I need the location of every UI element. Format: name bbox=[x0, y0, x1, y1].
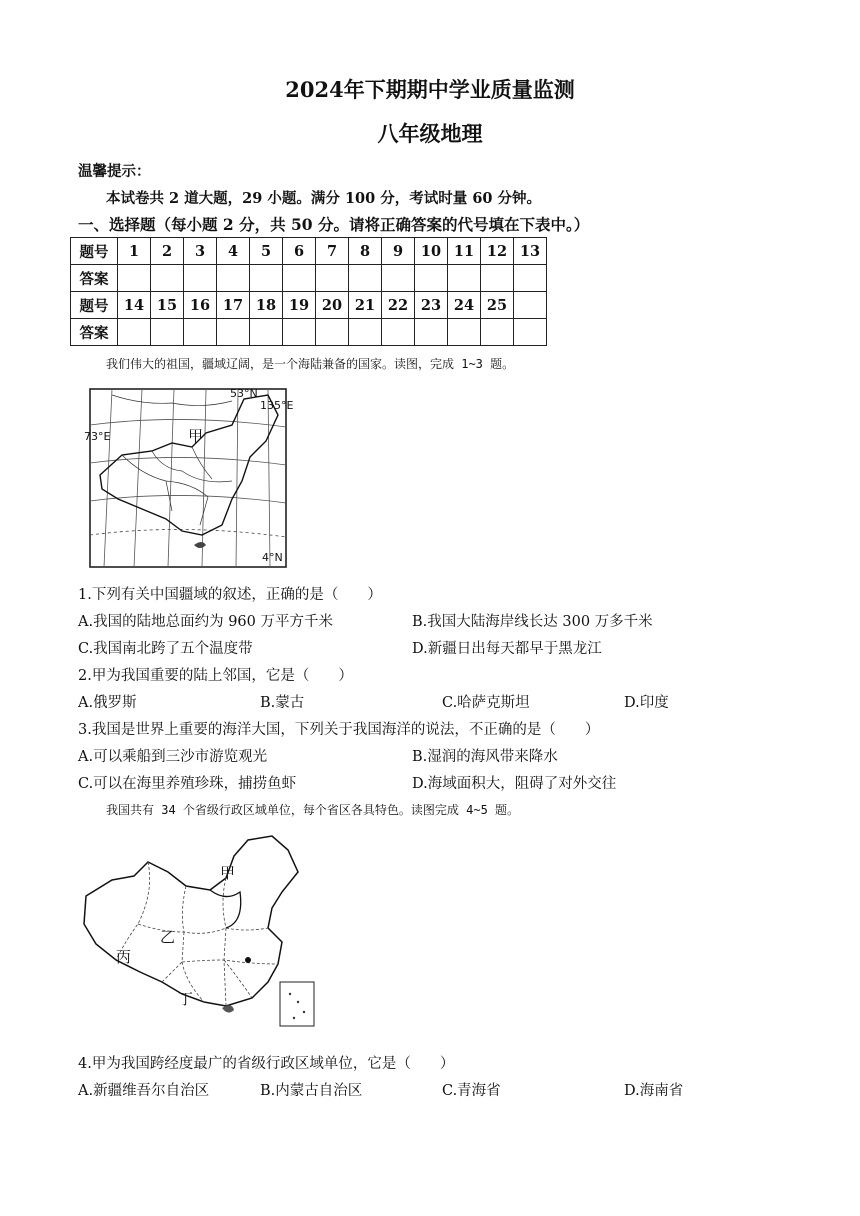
question-3-option-a: A.可以乘船到三沙市游览观光 bbox=[78, 749, 268, 765]
question-number: 24 bbox=[448, 292, 481, 319]
question-number: 21 bbox=[349, 292, 382, 319]
china-map-1 bbox=[82, 385, 294, 570]
question-number: 14 bbox=[118, 292, 151, 319]
answer-cell[interactable] bbox=[283, 319, 316, 346]
answer-cell[interactable] bbox=[151, 265, 184, 292]
passage-1: 我们伟大的祖国，疆域辽阔，是一个海陆兼备的国家。读图，完成 1~3 题。 bbox=[106, 357, 515, 371]
question-number: 12 bbox=[481, 238, 514, 265]
answer-cell[interactable] bbox=[349, 265, 382, 292]
region-label-yi: 乙 bbox=[160, 928, 176, 946]
question-1-option-b: B.我国大陆海岸线长达 300 万多千米 bbox=[412, 614, 653, 630]
question-3-option-d: D.海域面积大，阻碍了对外交往 bbox=[412, 776, 617, 792]
answer-cell[interactable] bbox=[382, 319, 415, 346]
question-number: 13 bbox=[514, 238, 547, 265]
answer-cell[interactable] bbox=[151, 319, 184, 346]
region-label-jia: 甲 bbox=[188, 427, 204, 445]
answer-cell[interactable] bbox=[448, 319, 481, 346]
question-4-option-b: B.内蒙古自治区 bbox=[260, 1083, 363, 1099]
answer-cell[interactable] bbox=[184, 319, 217, 346]
question-number: 18 bbox=[250, 292, 283, 319]
question-number: 3 bbox=[184, 238, 217, 265]
question-number: 22 bbox=[382, 292, 415, 319]
answer-cell[interactable] bbox=[217, 265, 250, 292]
row-label-answer: 答案 bbox=[71, 265, 118, 292]
question-4-option-d: D.海南省 bbox=[624, 1083, 684, 1099]
exam-title: 2024年下期期中学业质量监测 bbox=[285, 77, 575, 102]
answer-cell[interactable] bbox=[382, 265, 415, 292]
answer-cell[interactable] bbox=[316, 319, 349, 346]
answer-cell[interactable] bbox=[415, 319, 448, 346]
question-1-option-c: C.我国南北跨了五个温度带 bbox=[78, 641, 253, 657]
question-2-option-d: D.印度 bbox=[624, 695, 669, 711]
question-number: 6 bbox=[283, 238, 316, 265]
question-number bbox=[514, 292, 547, 319]
question-3-stem: 3.我国是世界上重要的海洋大国，下列关于我国海洋的说法，不正确的是（ ） bbox=[78, 722, 600, 738]
answer-cell[interactable] bbox=[316, 265, 349, 292]
question-1-option-d: D.新疆日出每天都早于黑龙江 bbox=[412, 641, 602, 657]
answer-cell[interactable] bbox=[283, 265, 316, 292]
answer-cell[interactable] bbox=[184, 265, 217, 292]
answer-cell[interactable] bbox=[349, 319, 382, 346]
question-1-option-a: A.我国的陆地总面约为 960 万平方千米 bbox=[78, 614, 333, 630]
question-number: 8 bbox=[349, 238, 382, 265]
latitude-label-53n: 53°N bbox=[230, 387, 258, 400]
question-number: 9 bbox=[382, 238, 415, 265]
exam-subtitle: 八年级地理 bbox=[377, 121, 483, 146]
region-label-jia: 甲 bbox=[220, 864, 236, 882]
answer-cell[interactable] bbox=[217, 319, 250, 346]
question-3-option-b: B.湿润的海风带来降水 bbox=[412, 749, 558, 765]
question-number: 16 bbox=[184, 292, 217, 319]
answer-cell[interactable] bbox=[250, 319, 283, 346]
longitude-label-73e: 73°E bbox=[84, 430, 111, 443]
latitude-label-4n: 4°N bbox=[262, 551, 283, 564]
table-row bbox=[71, 292, 547, 319]
answer-cell[interactable] bbox=[481, 265, 514, 292]
question-2-option-c: C.哈萨克斯坦 bbox=[442, 695, 530, 711]
question-number: 1 bbox=[118, 238, 151, 265]
answer-table bbox=[70, 237, 547, 346]
row-label-question: 题号 bbox=[71, 292, 118, 319]
question-number: 5 bbox=[250, 238, 283, 265]
question-number: 17 bbox=[217, 292, 250, 319]
notice-label: 温馨提示： bbox=[78, 163, 151, 180]
question-2-option-b: B.蒙古 bbox=[260, 695, 305, 711]
question-number: 15 bbox=[151, 292, 184, 319]
notice-text: 本试卷共 2 道大题，29 小题。满分 100 分，考试时量 60 分钟。 bbox=[106, 190, 542, 207]
question-number: 11 bbox=[448, 238, 481, 265]
answer-cell[interactable] bbox=[415, 265, 448, 292]
china-map-2 bbox=[76, 832, 322, 1032]
row-label-question: 题号 bbox=[71, 238, 118, 265]
table-row bbox=[71, 238, 547, 265]
row-label-answer: 答案 bbox=[71, 319, 118, 346]
question-3-option-c: C.可以在海里养殖珍珠，捕捞鱼虾 bbox=[78, 776, 297, 792]
question-2-option-a: A.俄罗斯 bbox=[78, 695, 137, 711]
longitude-label-135e: 135°E bbox=[260, 399, 294, 412]
answer-cell[interactable] bbox=[514, 265, 547, 292]
question-number: 19 bbox=[283, 292, 316, 319]
question-number: 23 bbox=[415, 292, 448, 319]
question-1-stem: 1.下列有关中国疆域的叙述，正确的是（ ） bbox=[78, 587, 382, 603]
passage-2: 我国共有 34 个省级行政区域单位，每个省区各具特色。读图完成 4~5 题。 bbox=[106, 803, 520, 817]
question-number: 4 bbox=[217, 238, 250, 265]
question-4-option-a: A.新疆维吾尔自治区 bbox=[78, 1083, 210, 1099]
section-heading: 一、选择题（每小题 2 分，共 50 分。请将正确答案的代号填在下表中。） bbox=[78, 215, 590, 234]
question-2-stem: 2.甲为我国重要的陆上邻国，它是（ ） bbox=[78, 668, 353, 684]
answer-cell[interactable] bbox=[448, 265, 481, 292]
answer-cell[interactable] bbox=[481, 319, 514, 346]
question-number: 20 bbox=[316, 292, 349, 319]
answer-cell[interactable] bbox=[118, 265, 151, 292]
question-number: 7 bbox=[316, 238, 349, 265]
question-4-stem: 4.甲为我国跨经度最广的省级行政区域单位，它是（ ） bbox=[78, 1056, 455, 1072]
answer-cell[interactable] bbox=[118, 319, 151, 346]
table-row bbox=[71, 319, 547, 346]
answer-cell[interactable] bbox=[514, 319, 547, 346]
question-4-option-c: C.青海省 bbox=[442, 1083, 501, 1099]
question-number: 2 bbox=[151, 238, 184, 265]
table-row bbox=[71, 265, 547, 292]
region-label-ding: 丁 bbox=[178, 990, 194, 1008]
region-label-bing: 丙 bbox=[116, 948, 132, 966]
answer-cell[interactable] bbox=[250, 265, 283, 292]
question-number: 10 bbox=[415, 238, 448, 265]
question-number: 25 bbox=[481, 292, 514, 319]
